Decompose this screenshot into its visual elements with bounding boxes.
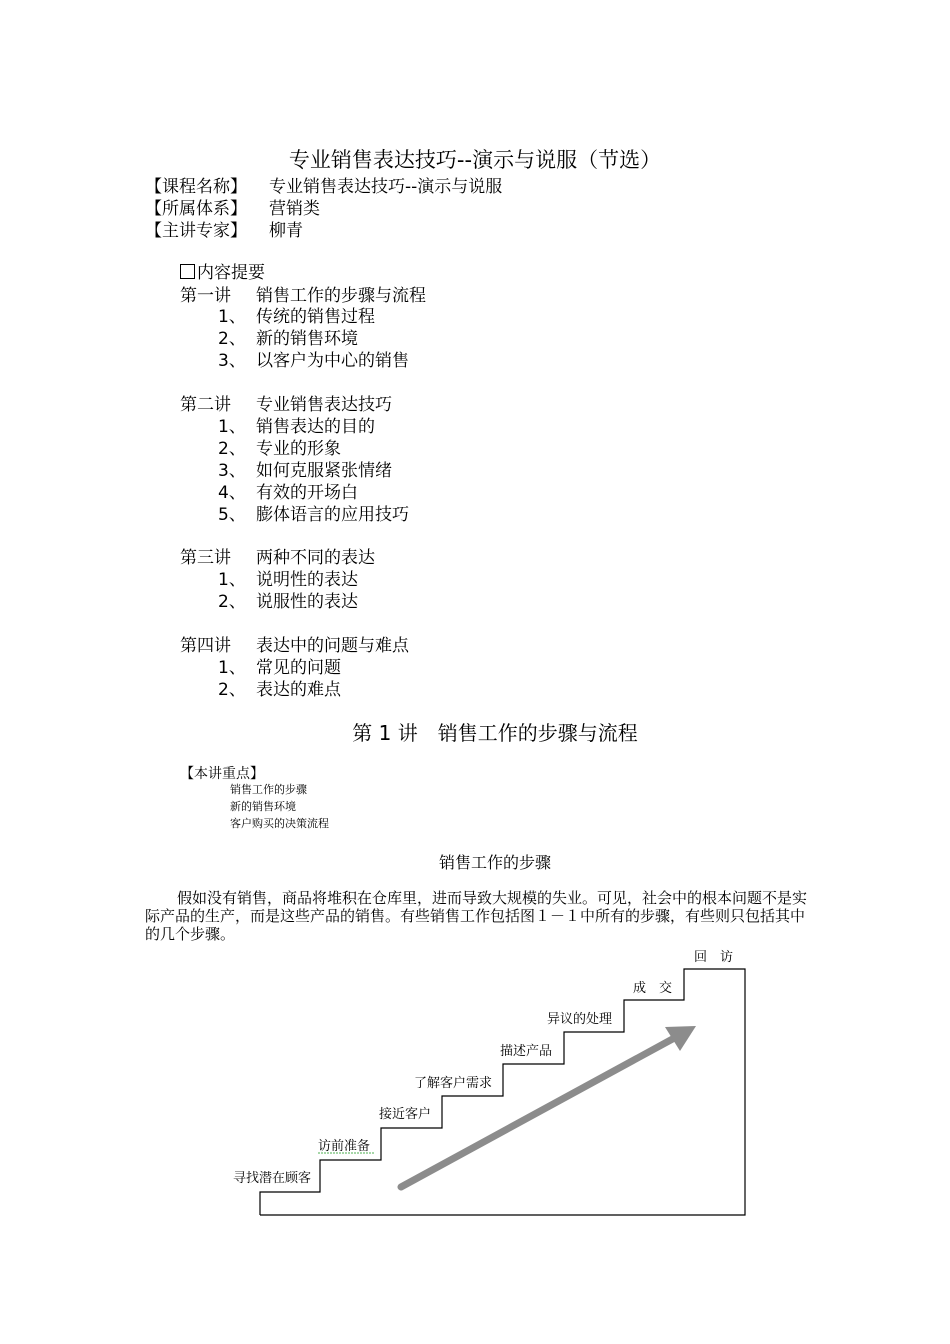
- subsection-title: 销售工作的步骤: [438, 853, 551, 872]
- item-text: 膨体语言的应用技巧: [256, 505, 409, 525]
- item-number: 1、: [218, 307, 246, 327]
- item-text: 常见的问题: [256, 658, 341, 678]
- lecture-number: 第四讲: [180, 636, 231, 656]
- section-title: 第 1 讲 销售工作的步骤与流程: [352, 721, 638, 745]
- item-text: 传统的销售过程: [256, 307, 375, 327]
- item-number: 2、: [218, 592, 246, 612]
- item-text: 新的销售环境: [256, 329, 358, 349]
- toc-heading-label: 内容提要: [197, 263, 265, 283]
- meta-value: 柳青: [269, 221, 303, 241]
- meta-value: 专业销售表达技巧--演示与说服: [269, 177, 503, 197]
- lecture-number: 第二讲: [180, 395, 231, 415]
- meta-key: 【所属体系】: [145, 199, 247, 219]
- lecture-number: 第三讲: [180, 548, 231, 568]
- item-number: 3、: [218, 351, 246, 371]
- step-label: 描述产品: [500, 1044, 553, 1059]
- meta-key: 【课程名称】: [145, 177, 247, 197]
- step-label: 回 访: [694, 950, 734, 965]
- item-number: 4、: [218, 483, 246, 503]
- lecture-title: 专业销售表达技巧: [256, 395, 392, 415]
- item-text: 销售表达的目的: [256, 417, 375, 437]
- step-label: 了解客户需求: [414, 1076, 493, 1091]
- staircase-outline: [260, 969, 745, 1215]
- item-number: 3、: [218, 461, 246, 481]
- key-point: 客户购买的决策流程: [230, 817, 329, 830]
- step-label: 接近客户: [379, 1107, 432, 1122]
- item-text: 以客户为中心的销售: [256, 351, 409, 371]
- item-number: 1、: [218, 417, 246, 437]
- item-number: 5、: [218, 505, 246, 525]
- item-number: 1、: [218, 570, 246, 590]
- item-text: 如何克服紧张情绪: [256, 461, 392, 481]
- item-number: 2、: [218, 439, 246, 459]
- step-label: 异议的处理: [547, 1012, 613, 1027]
- key-point: 销售工作的步骤: [230, 783, 307, 796]
- step-label: 访前准备: [318, 1139, 371, 1154]
- lecture-title: 销售工作的步骤与流程: [256, 286, 426, 306]
- meta-value: 营销类: [269, 199, 320, 219]
- item-text: 有效的开场白: [256, 483, 358, 503]
- item-number: 1、: [218, 658, 246, 678]
- key-point: 新的销售环境: [230, 800, 296, 813]
- item-number: 2、: [218, 329, 246, 349]
- key-points-heading: 【本讲重点】: [180, 766, 264, 782]
- document-title: 专业销售表达技巧--演示与说服（节选）: [288, 148, 662, 172]
- lecture-number: 第一讲: [180, 286, 231, 306]
- item-text: 说明性的表达: [256, 570, 358, 590]
- meta-key: 【主讲专家】: [145, 221, 247, 241]
- step-label: 成 交: [633, 981, 673, 996]
- body-paragraph: 假如没有销售，商品将堆积在仓库里，进而导致大规模的失业。可见，社会中的根本问题不是实际产品的生产，而是这些产品的销售。有些销售工作包括图１－１中所有的步骤，有些则只包括其中的几个步骤。: [145, 889, 808, 943]
- item-text: 表达的难点: [256, 680, 341, 700]
- step-label: 寻找潜在顾客: [233, 1171, 312, 1186]
- item-number: 2、: [218, 680, 246, 700]
- item-text: 专业的形象: [256, 439, 341, 459]
- lecture-title: 两种不同的表达: [256, 548, 375, 568]
- lecture-title: 表达中的问题与难点: [256, 636, 409, 656]
- item-text: 说服性的表达: [256, 592, 358, 612]
